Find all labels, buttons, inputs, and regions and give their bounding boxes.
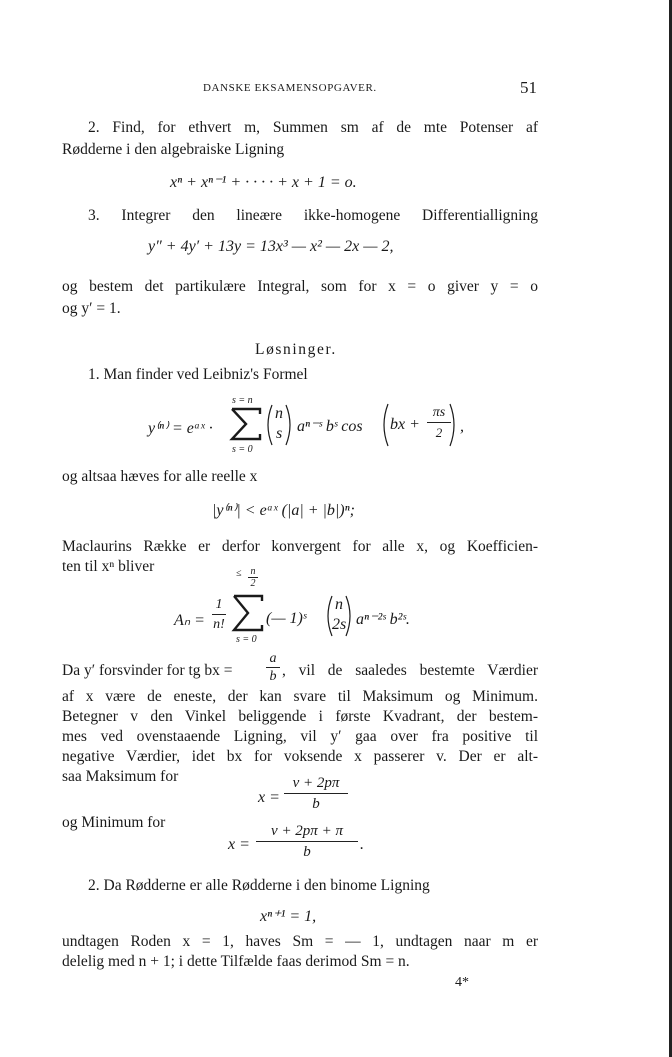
solution-1-da-post: , vil de saaledes bestemte Værdier xyxy=(282,662,538,679)
leibniz-binom-top: n xyxy=(275,405,283,422)
solution-1-line-10: saa Maksimum for xyxy=(62,768,179,785)
solution-1-da-frac-den: b xyxy=(269,669,277,684)
coef-sum-top-rel: ≤ xyxy=(236,568,242,579)
coef-sign: (— 1)ˢ xyxy=(266,610,307,627)
solution-1-line-4: ten til xⁿ bliver xyxy=(62,558,155,575)
solution-1-line-2: og altsaa hæves for alle reelle x xyxy=(62,468,258,485)
solution-1-line-7: Betegner v den Vinkel beliggende i første Kvadrant, der bestem- xyxy=(62,708,538,725)
solution-1-line-11: og Minimum for xyxy=(62,814,166,831)
problem-3-equation: y″ + 4y′ + 13y = 13x³ — x² — 2x — 2, xyxy=(148,238,394,255)
coef-binom-bottom: 2s xyxy=(332,616,347,633)
summation-sign-1 xyxy=(228,405,264,443)
max-frac-den: b xyxy=(312,796,320,812)
leibniz-term: aⁿ⁻ˢ bˢ cos xyxy=(297,418,363,435)
coef-frac-num: 1 xyxy=(212,596,226,615)
solution-1-line-3: Maclaurins Række er derfor konvergent for alle x, og Koefficien- xyxy=(62,538,538,555)
leibniz-binom-bottom: s xyxy=(276,425,283,442)
solution-2-line-3: delelig med n + 1; i dette Tilfælde faas derimod Sm = n. xyxy=(62,953,410,970)
max-lhs: x = xyxy=(258,789,280,806)
solution-2-line-2: undtagen Roden x = 1, haves Sm = — 1, undtagen naar m er xyxy=(62,933,538,950)
problem-2-line-1: 2. Find, for ethvert m, Summen sm af de mte Potenser af xyxy=(88,119,538,136)
solution-1-line-6: af x være de eneste, der kan svare til Maksimum og Minimum. xyxy=(62,688,538,705)
coef-sum-top-den: 2 xyxy=(250,578,256,589)
max-frac-num: v + 2pπ xyxy=(284,774,348,794)
page-number: 51 xyxy=(520,78,537,97)
coef-sum-bottom: s = 0 xyxy=(236,634,257,645)
solutions-heading: Løsninger. xyxy=(255,341,337,358)
min-tail: . xyxy=(360,836,364,853)
leibniz-sum-bottom: s = 0 xyxy=(232,444,253,455)
problem-3-line-1: 3. Integrer den lineære ikke-homogene Differentialligning xyxy=(88,207,538,224)
solution-2-line-1: 2. Da Rødderne er alle Rødderne i den binome Ligning xyxy=(88,877,430,894)
solution-1-da-frac-num: a xyxy=(266,650,280,668)
coef-term: aⁿ⁻²ˢ b²ˢ. xyxy=(356,611,410,628)
solution-1-line-8: mes ved ovenstaaende Ligning, vil y′ gaa over fra positive til xyxy=(62,728,538,745)
min-frac-den: b xyxy=(303,844,311,860)
leibniz-frac-den: 2 xyxy=(435,425,443,440)
coef-lhs: Aₙ = xyxy=(174,612,205,629)
coef-sum-top-num: n xyxy=(248,566,258,578)
solution-1-intro: 1. Man finder ved Leibniz's Formel xyxy=(88,366,308,383)
solution-1-line-9: negative Værdier, idet bx for voksende x passerer v. Der er alt- xyxy=(62,748,538,765)
summation-sign-2 xyxy=(230,592,266,634)
leibniz-arg-left: bx + xyxy=(390,416,420,433)
solution-1-da-pre: Da y′ forsvinder for tg bx = xyxy=(62,662,233,679)
problem-3-line-2: og bestem det partikulære Integral, som for x = o giver y = o xyxy=(62,278,538,295)
running-title: DANSKE EKSAMENSOPGAVER. xyxy=(203,82,377,94)
min-lhs: x = xyxy=(228,836,250,853)
leibniz-tail: , xyxy=(460,418,464,435)
problem-2-line-2: Rødderne i den algebraiske Ligning xyxy=(62,141,285,158)
solution-2-equation: xⁿ⁺¹ = 1, xyxy=(260,908,317,925)
leibniz-frac-num: πs xyxy=(427,404,451,423)
coef-binom-top: n xyxy=(335,596,343,613)
signature-mark: 4* xyxy=(455,975,469,990)
problem-2-equation: xⁿ + xⁿ⁻¹ + · · · · + x + 1 = o. xyxy=(170,174,357,191)
problem-3-line-3: og y′ = 1. xyxy=(62,300,121,317)
leibniz-sum-top: s = n xyxy=(232,395,253,406)
bound-inequality: |y⁽ⁿ⁾| < eᵃˣ (|a| + |b|)ⁿ; xyxy=(212,502,355,519)
leibniz-lhs: y⁽ⁿ⁾ = eᵃˣ · xyxy=(148,420,213,437)
min-frac-num: v + 2pπ + π xyxy=(256,822,358,842)
coef-frac-den: n! xyxy=(213,617,225,632)
